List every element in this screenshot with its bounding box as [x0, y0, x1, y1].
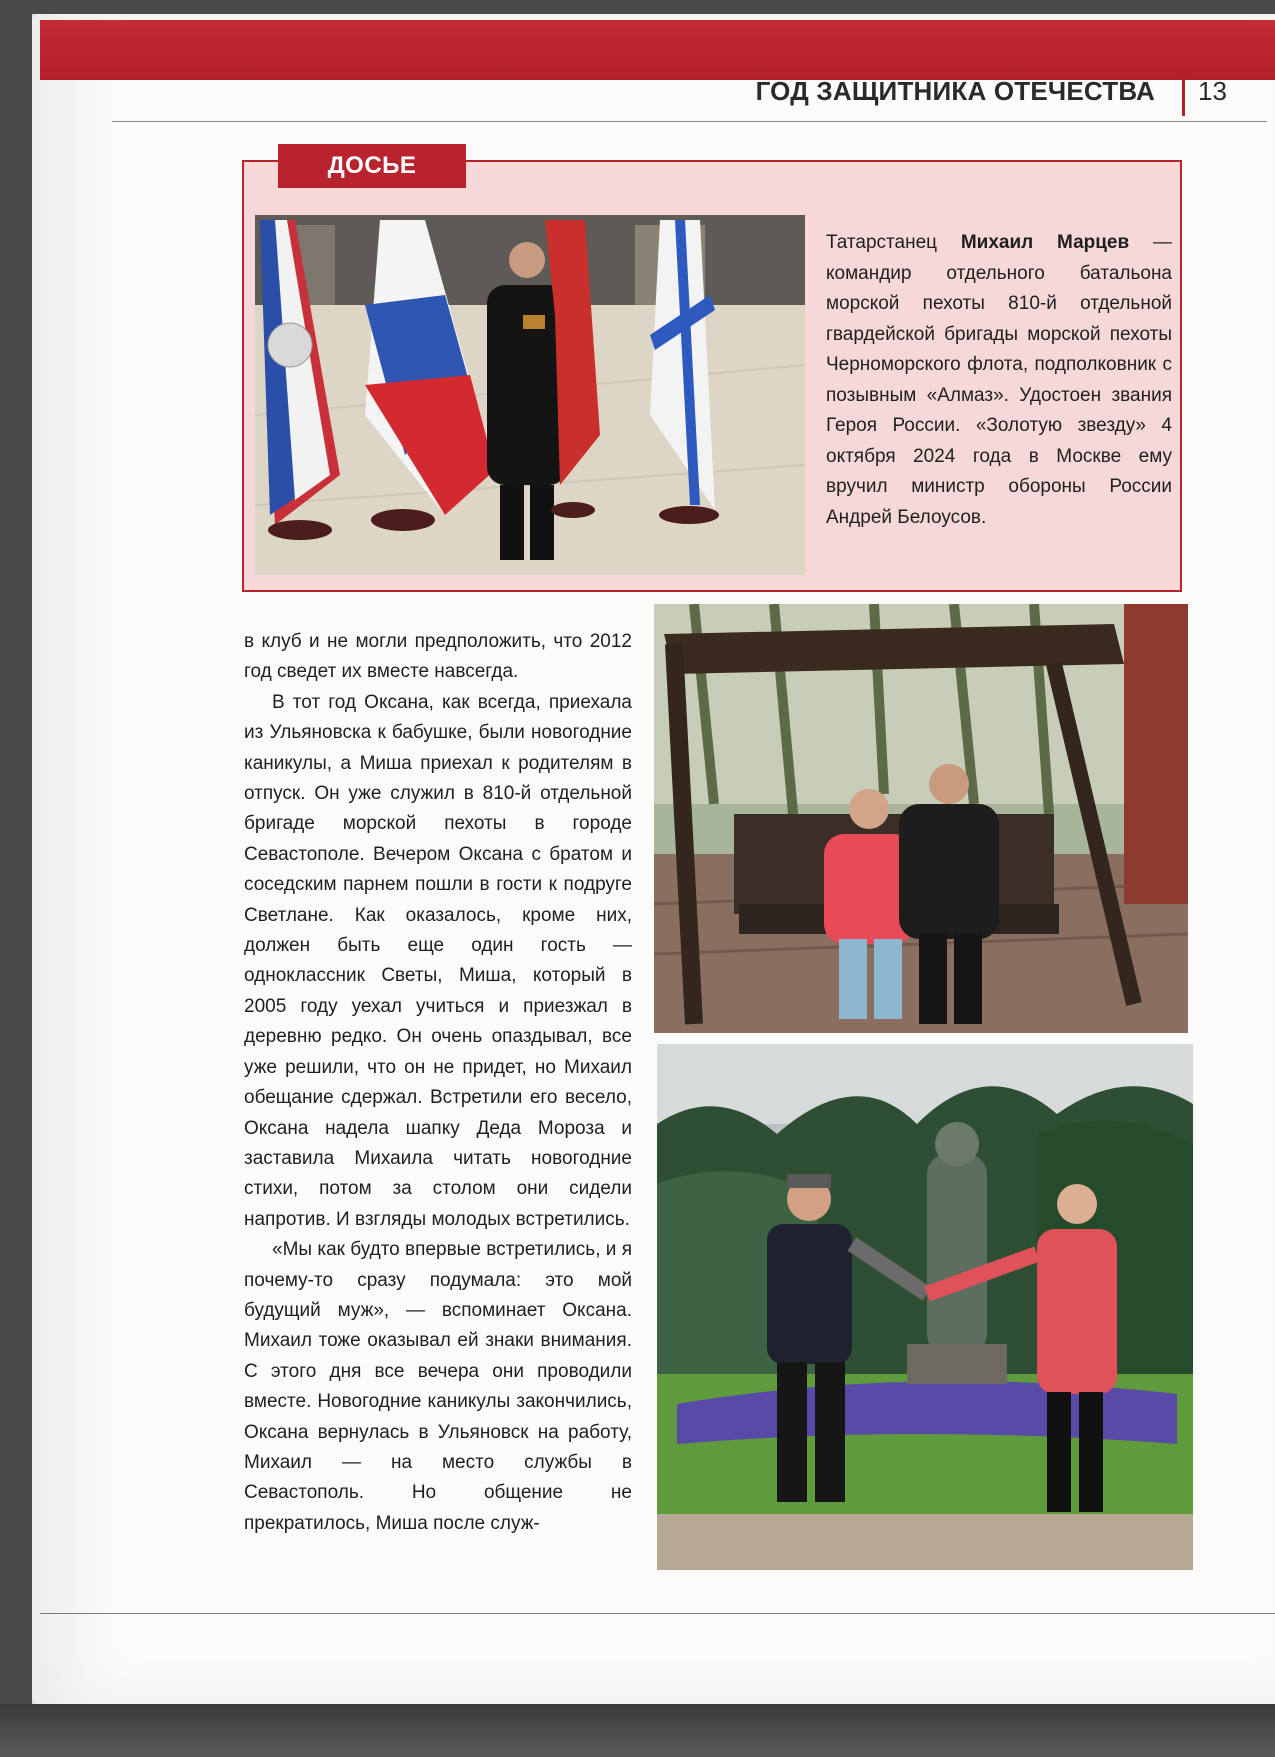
dossier-text-lead: Татарстанец	[826, 232, 961, 253]
dossier-text-rest: — командир отдельного батальона морской пехоты 810-й отдельной гвардейской бригады морской пехоты Черноморского флота, подполковник с позывным «Алмаз». Удостоен звания Героя России. «Золотую звезду» 4 октября 2024 года в Москве ему вручил министр обороны России Андрей Белоусов.	[826, 232, 1172, 528]
article-paragraph: В тот год Оксана, как всегда, приехала из Ульяновска к бабушке, были новогодние каникулы, а Миша приехал к родителям в отпуск. Он уже служил в 810-й отдельной бригаде морской пехоты в городе Севастополе. Вечером Оксана с братом и соседским парнем пошли в гости к подруге Светлане. Как оказалось, кроме них, должен быть еще один гость — одноклассник Светы, Миша, который в 2005 году уехал учиться и приезжал в деревню редко. Он очень опаздывал, все уже решили, что он не придет, но Михаил обещание сдержал. Встретили его весело, Оксана надела шапку Деда Мороза и заставила Михаила читать новогодние стихи, потом за столом они сидели напротив. И взгляды молодых встретились.	[244, 691, 632, 1230]
section-title: ГОД ЗАЩИТНИКА ОТЕЧЕСТВА	[755, 76, 1155, 106]
top-red-band	[40, 20, 1275, 80]
dossier-tag: ДОСЬЕ	[278, 144, 466, 188]
scan-bottom-edge	[0, 1704, 1275, 1757]
article-paragraph: «Мы как будто впервые встретились, и я почему-то сразу подумала: это мой будущий муж», — вспоминает Оксана. Михаил тоже оказывал ей знаки внимания. С этого дня все вечера они проводили вместе. Новогодние каникулы закончились, Оксана вернулась в Ульяновск на работу, Михаил — на место службы в Севастополь. Но общение не прекратилось, Миша после служ-	[244, 1239, 632, 1534]
header-separator	[1182, 72, 1185, 116]
page-number: 13	[1198, 76, 1227, 106]
article-paragraph: в клуб и не могли предположить, что 2012 год сведет их вместе навсегда.	[244, 631, 632, 683]
article-text	[244, 627, 632, 1539]
footer-rule	[40, 1613, 1275, 1614]
photo-couple-in-park	[657, 1044, 1193, 1570]
header-rule	[112, 121, 1267, 122]
photo-officer-with-flags	[255, 215, 805, 575]
photo-couple-on-swing	[654, 604, 1188, 1033]
dossier-text	[826, 228, 1172, 533]
hero-name: Михаил Марцев	[960, 232, 1130, 253]
